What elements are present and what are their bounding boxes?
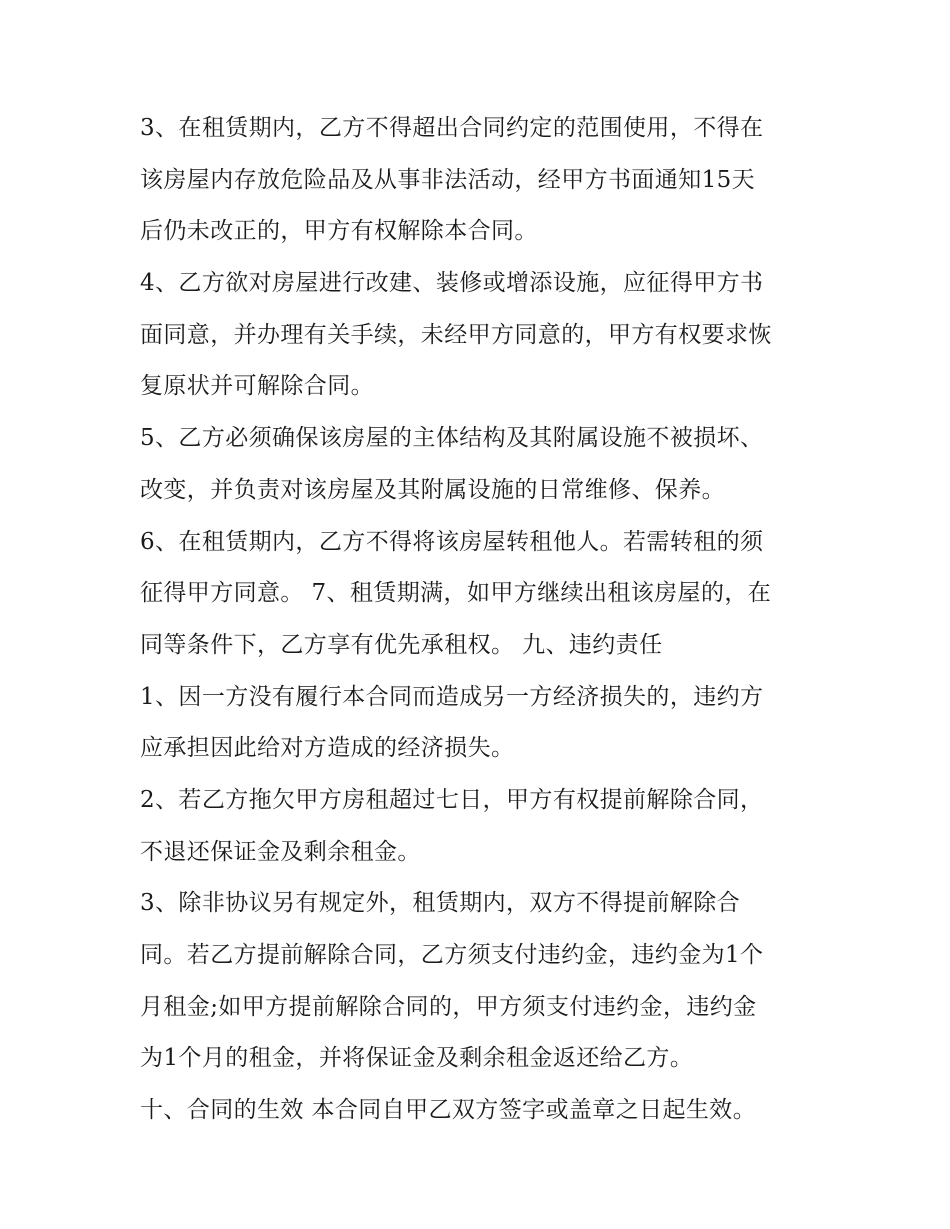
text-line-5: 面同意，并办理有关手续，未经甲方同意的，甲方有权要求恢 [140, 321, 772, 348]
document-body [140, 103, 830, 1137]
text-line-14: 2、若乙方拖欠甲方房租超过七日，甲方有权提前解除合同， [140, 786, 764, 813]
text-line-12: 1、因一方没有履行本合同而造成另一方经济损失的，违约方 [140, 683, 764, 710]
text-line-13: 应承担因此给对方造成的经济损失。 [140, 735, 515, 762]
text-line-16: 3、除非协议另有规定外，租赁期内，双方不得提前解除合 [140, 890, 741, 917]
text-line-4: 4、乙方欲对房屋进行改建、装修或增添设施，应征得甲方书 [140, 270, 764, 297]
text-line-10: 征得甲方同意。 7、租赁期满，如甲方继续出租该房屋的，在 [140, 580, 772, 607]
text-line-15: 不退还保证金及剩余租金。 [140, 838, 421, 865]
text-line-3: 后仍未改正的，甲方有权解除本合同。 [140, 218, 538, 245]
text-line-1: 3、在租赁期内，乙方不得超出合同约定的范围使用，不得在 [140, 115, 764, 141]
text-line-6: 复原状并可解除合同。 [140, 373, 374, 400]
text-line-11: 同等条件下，乙方享有优先承租权。 九、违约责任 [140, 631, 663, 658]
text-line-18: 月租金;如甲方提前解除合同的，甲方须支付违约金，违约金 [140, 993, 757, 1020]
text-line-7: 5、乙方必须确保该房屋的主体结构及其附属设施不被损坏、 [140, 425, 764, 452]
text-line-19: 为1个月的租金，并将保证金及剩余租金返还给乙方。 [140, 1045, 694, 1072]
text-line-20: 十、合同的生效 本合同自甲乙双方签字或盖章之日起生效。 [140, 1097, 757, 1124]
text-line-2: 该房屋内存放危险品及从事非法活动，经甲方书面通知15天 [140, 166, 756, 193]
text-line-17: 同。若乙方提前解除合同，乙方须支付违约金，违约金为1个 [140, 942, 764, 968]
text-line-8: 改变，并负责对该房屋及其附属设施的日常维修、保养。 [140, 476, 725, 503]
text-line-9: 6、在租赁期内，乙方不得将该房屋转租他人。若需转租的须 [140, 528, 764, 555]
